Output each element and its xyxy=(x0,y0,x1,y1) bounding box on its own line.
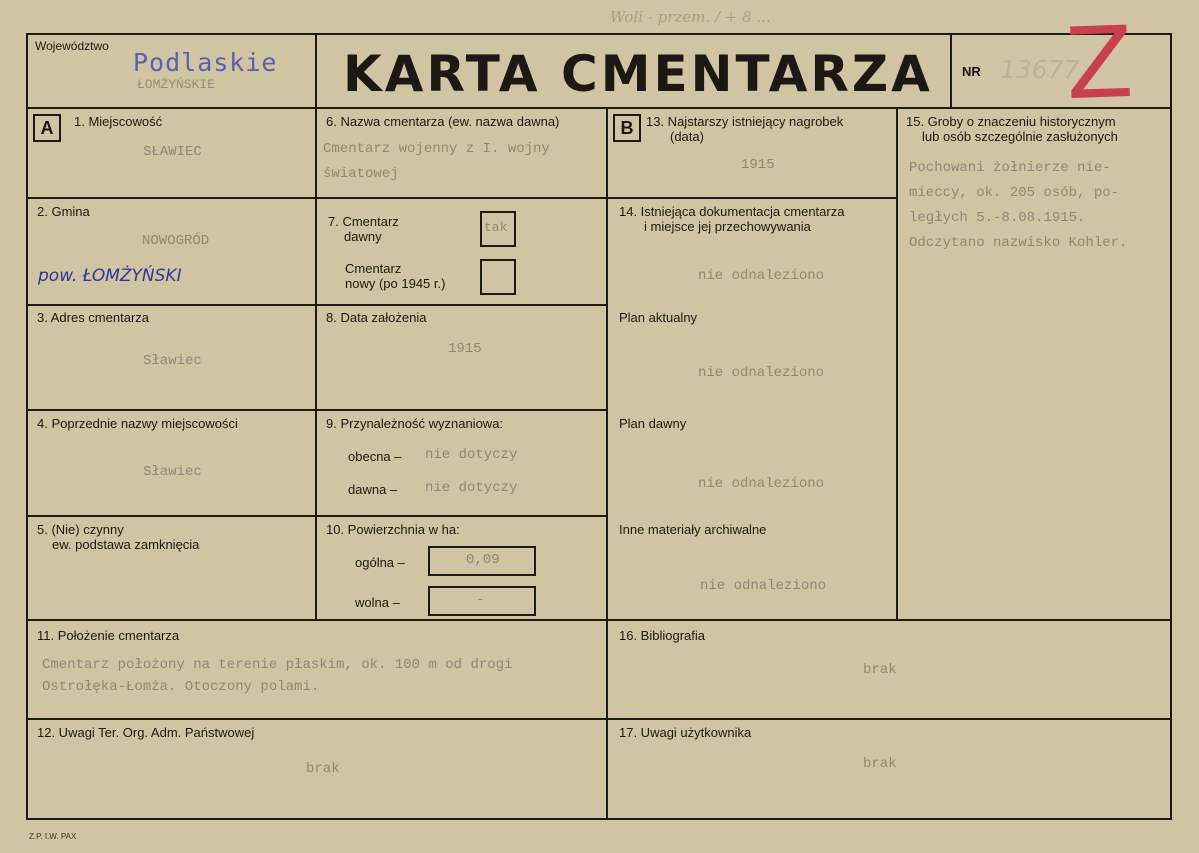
nowy-checkbox[interactable] xyxy=(480,259,516,295)
field-9-obecna-value: nie dotyczy xyxy=(425,447,518,463)
printer-footer: Z.P. I.W. PAX xyxy=(29,832,77,841)
nr-label: NR xyxy=(962,64,981,79)
field-9-dawna-value: nie dotyczy xyxy=(425,480,518,496)
field-1-value: SŁAWIEC xyxy=(143,144,202,160)
field-9-dawna-label: dawna – xyxy=(348,482,398,497)
field-2-value: NOWOGRÓD xyxy=(142,233,210,249)
field-7-label: 7. Cmentarz xyxy=(328,214,399,229)
field-3-value: Sławiec xyxy=(143,353,202,369)
field-2-label: 2. Gmina xyxy=(37,204,90,219)
field-13-value: 1915 xyxy=(741,157,775,173)
wojewodztwo-label: Województwo xyxy=(35,39,109,53)
wojewodztwo-typed: ŁOMŻYŃSKIE xyxy=(137,77,216,92)
field-16-label: 16. Bibliografia xyxy=(619,628,705,643)
field-13-label: 13. Najstarszy istniejący nagrobek xyxy=(646,114,844,129)
frame-bottom xyxy=(26,818,1172,820)
wojewodztwo-stamp: Podlaskie xyxy=(133,48,278,77)
inne-materialy-label: Inne materiały archiwalne xyxy=(619,522,767,537)
field-4-value: Sławiec xyxy=(143,464,202,480)
field-5-label: 5. (Nie) czynny xyxy=(37,522,124,537)
field-6-line1: Cmentarz wojenny z I. wojny xyxy=(323,141,550,157)
field-6-line2: światowej xyxy=(323,166,399,182)
field-10-wolna-value: - xyxy=(476,592,485,608)
frame-top xyxy=(26,33,1172,35)
field-12-label: 12. Uwagi Ter. Org. Adm. Państwowej xyxy=(37,725,255,740)
plan-dawny-value: nie odnaleziono xyxy=(698,476,825,492)
frame-left xyxy=(26,33,28,820)
field-14-label: 14. Istniejąca dokumentacja cmentarza xyxy=(619,204,845,219)
field-11-line1: Cmentarz położony na terenie płaskim, ok. 100 m od drogi xyxy=(42,657,513,673)
field-10-ogolna-label: ogólna – xyxy=(355,555,405,570)
field-1-label: 1. Miejscowość xyxy=(74,114,163,129)
field-5-sublabel: ew. podstawa zamknięcia xyxy=(52,537,200,552)
card-title: KARTA CMENTARZA xyxy=(343,45,933,103)
field-13-sublabel: (data) xyxy=(670,129,704,144)
field-9-obecna-label: obecna – xyxy=(348,449,402,464)
dawny-checkbox-value: tak xyxy=(484,220,508,235)
field-15-line1: Pochowani żołnierze nie- xyxy=(909,160,1111,176)
nr-value: 13677 xyxy=(1000,55,1080,84)
field-4-label: 4. Poprzednie nazwy miejscowości xyxy=(37,416,238,431)
field-3-label: 3. Adres cmentarza xyxy=(37,310,149,325)
top-scribble: Woli - przem. / + 8 ... xyxy=(610,8,771,26)
field-8-value: 1915 xyxy=(448,341,482,357)
field-16-value: brak xyxy=(863,662,897,678)
field-11-line2: Ostrołęka-Łomża. Otoczony polami. xyxy=(42,679,320,695)
field-7-nowy-sublabel: nowy (po 1945 r.) xyxy=(345,276,446,291)
field-17-value: brak xyxy=(863,756,897,772)
plan-aktualny-value: nie odnaleziono xyxy=(698,365,825,381)
frame-right xyxy=(1170,33,1172,820)
field-9-label: 9. Przynależność wyznaniowa: xyxy=(326,416,504,431)
field-15-line3: ległych 5.-8.08.1915. xyxy=(909,210,1086,226)
plan-aktualny-label: Plan aktualny xyxy=(619,310,698,325)
field-10-ogolna-value: 0,09 xyxy=(466,552,500,568)
field-15-line4: Odczytano nazwisko Kohler. xyxy=(909,235,1128,251)
plan-dawny-label: Plan dawny xyxy=(619,416,687,431)
field-15-line2: mieccy, ok. 205 osób, po- xyxy=(909,185,1120,201)
field-11-label: 11. Położenie cmentarza xyxy=(37,628,180,643)
field-10-wolna-label: wolna – xyxy=(355,595,400,610)
field-7-nowy-label: Cmentarz xyxy=(345,261,402,276)
nr-mark: Z xyxy=(1064,5,1136,123)
field-14-sublabel: i miejsce jej przechowywania xyxy=(644,219,811,234)
field-12-value: brak xyxy=(306,761,340,777)
field-8-label: 8. Data założenia xyxy=(326,310,427,325)
section-a-letter: A xyxy=(33,114,61,142)
section-b-letter: B xyxy=(613,114,641,142)
field-10-label: 10. Powierzchnia w ha: xyxy=(326,522,460,537)
field-14-value: nie odnaleziono xyxy=(698,268,825,284)
field-6-label: 6. Nazwa cmentarza (ew. nazwa dawna) xyxy=(326,114,560,129)
field-15-label: 15. Groby o znaczeniu historycznym xyxy=(906,114,1116,129)
inne-materialy-value: nie odnaleziono xyxy=(700,578,827,594)
field-17-label: 17. Uwagi użytkownika xyxy=(619,725,752,740)
field-2-handwritten: pow. ŁOMŻYŃSKI xyxy=(38,266,182,286)
field-7-dawny-label: dawny xyxy=(344,229,382,244)
field-15-sublabel: lub osób szczególnie zasłużonych xyxy=(922,129,1118,144)
